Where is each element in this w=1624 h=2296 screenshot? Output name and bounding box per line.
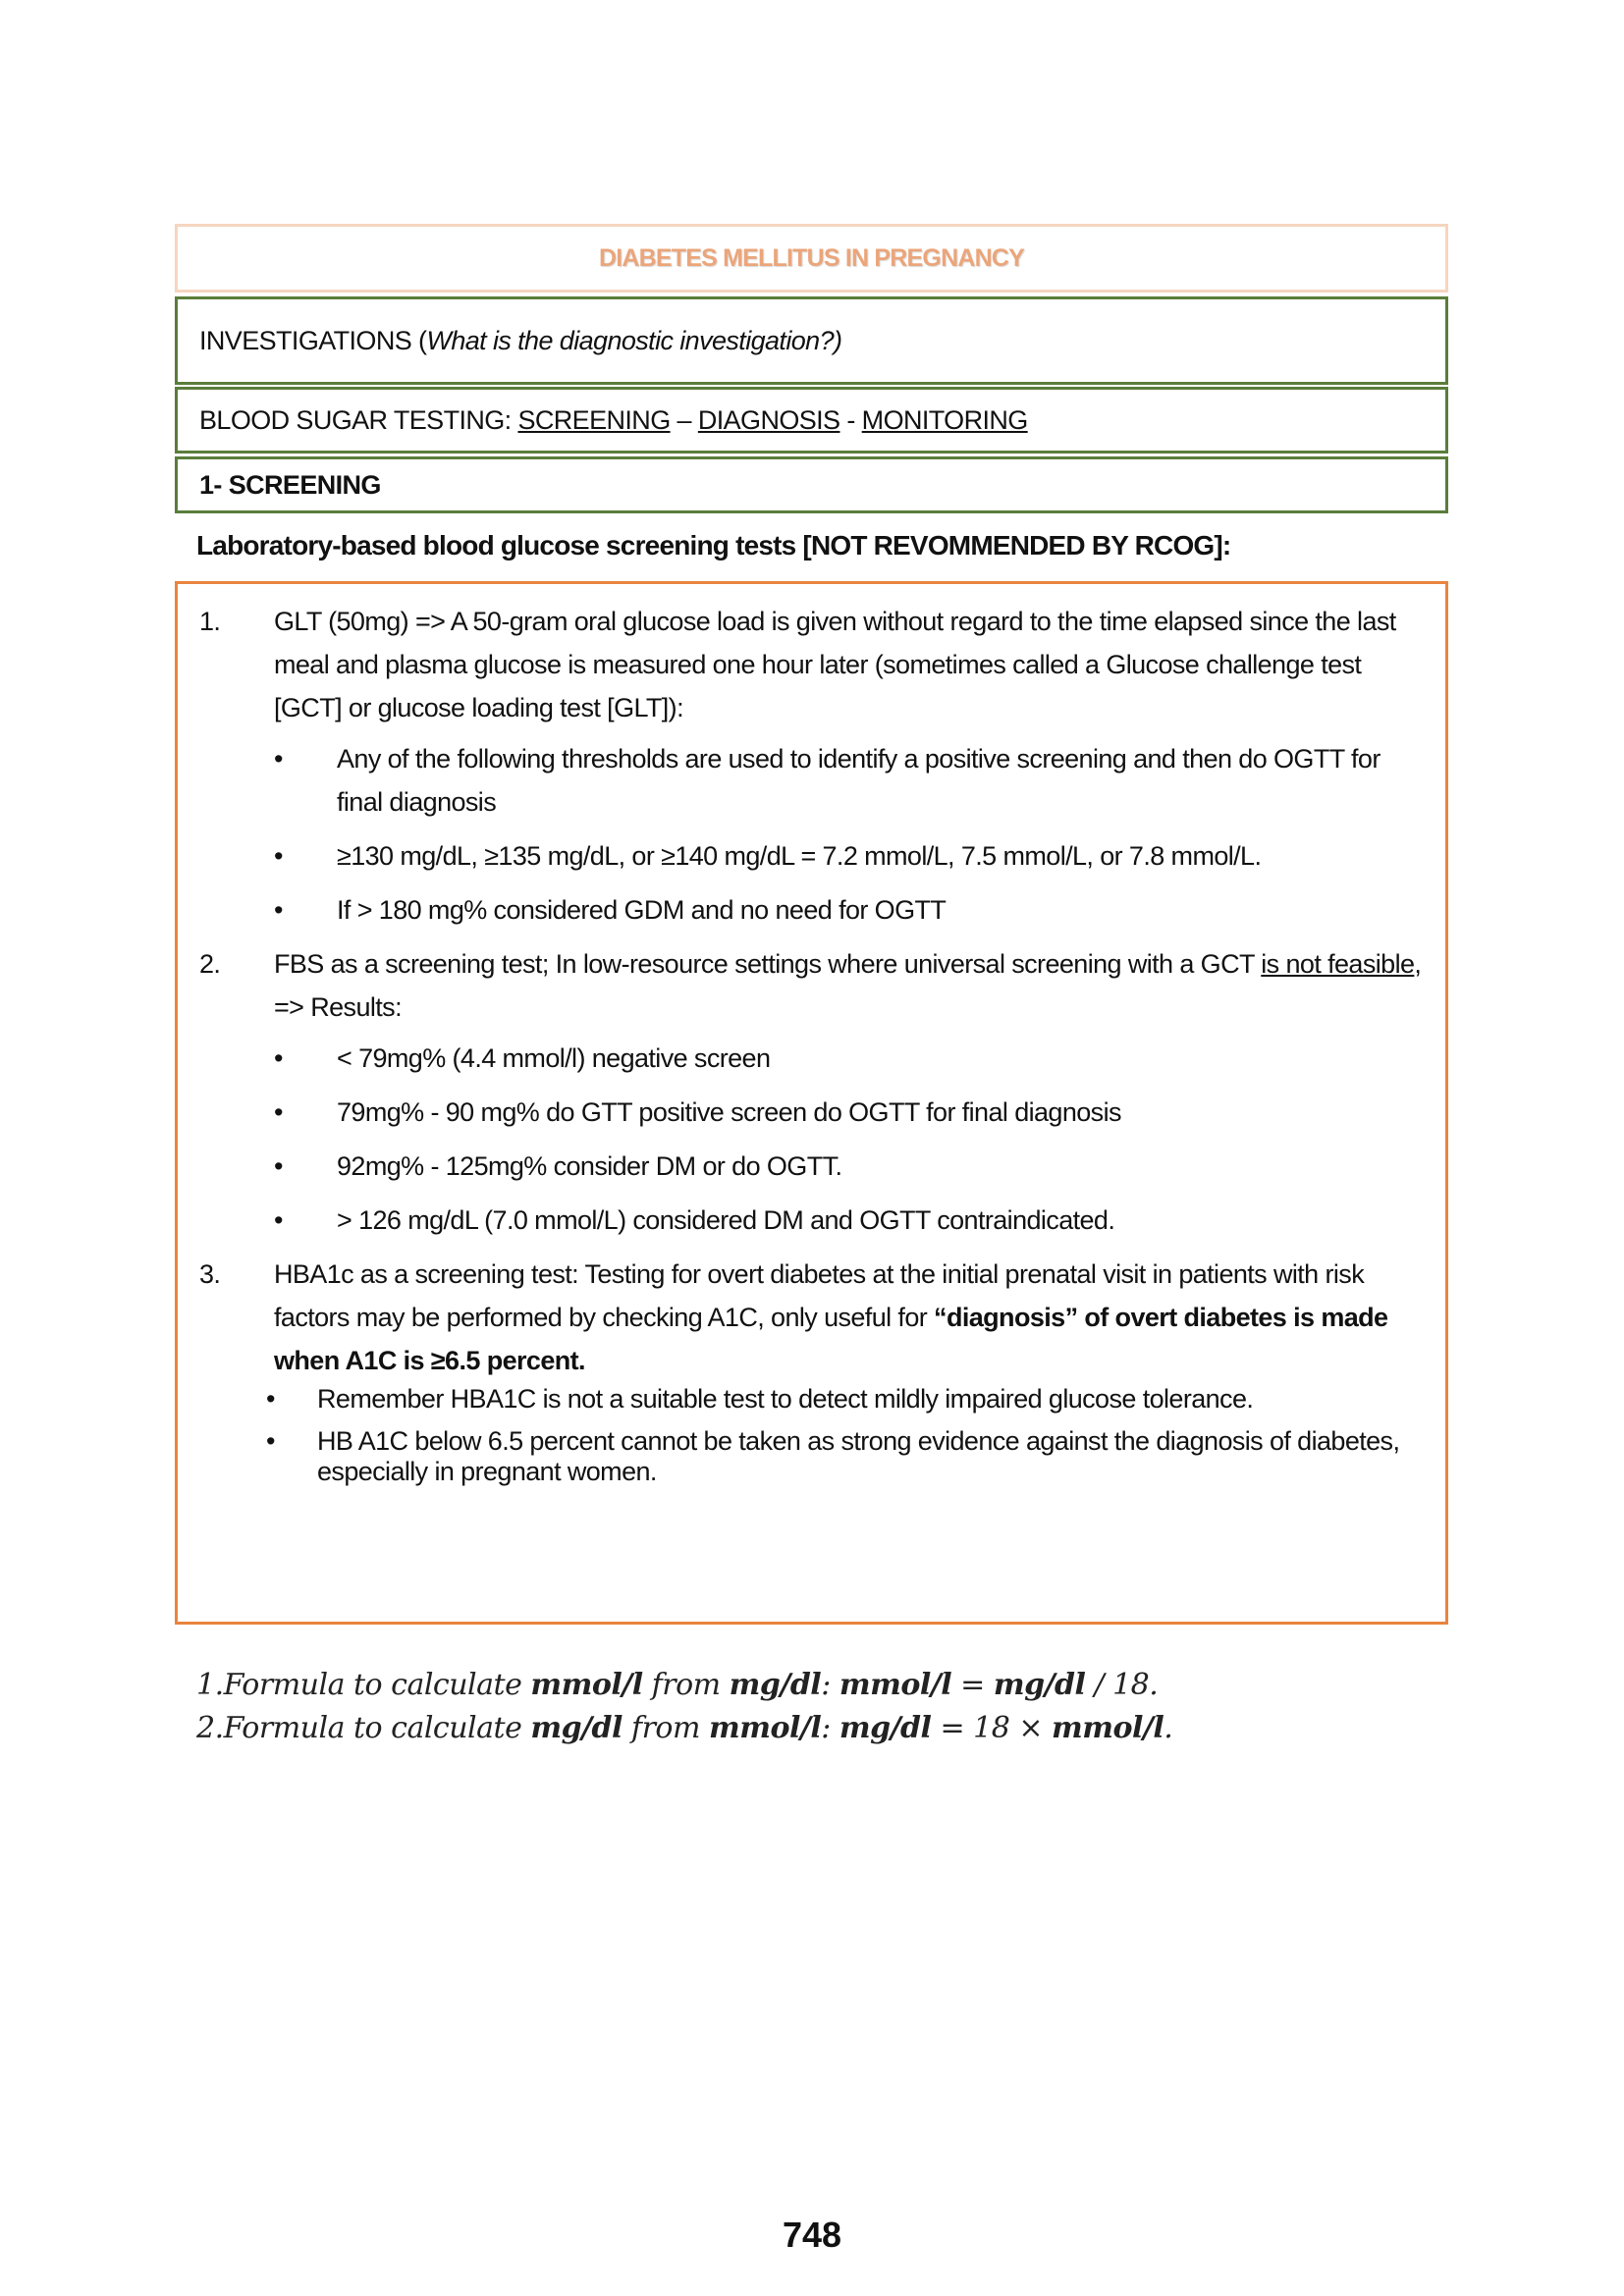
item-text-part: , => Results: xyxy=(274,949,1422,1022)
item-text-part: HBA1c as a screening test: Testing for overt diabetes at the initial prenatal visit in patients with risk factors may be performed by checking A1C, only useful for xyxy=(274,1259,1365,1332)
item-text-bold: “diagnosis” of overt diabetes is made when A1C is ≥6.5 percent. xyxy=(274,1303,1388,1375)
document-title: DIABETES MELLITUS IN PREGNANCY xyxy=(599,243,1024,272)
bullet-list xyxy=(274,1037,1424,1242)
bullet-icon: • xyxy=(266,1426,275,1456)
testing-link-diagnosis[interactable]: DIAGNOSIS xyxy=(697,404,840,435)
bullet-item xyxy=(274,1199,1424,1242)
bullet-text: 79mg% - 90 mg% do GTT positive screen do OGTT for final diagnosis xyxy=(337,1097,1121,1127)
conversion-formulas xyxy=(196,1664,1172,1750)
item-text-part: FBS as a screening test; In low-resource settings where universal screening with a GCT xyxy=(274,949,1262,979)
bullet-list xyxy=(266,1384,1424,1487)
bullet-text: ≥130 mg/dL, ≥135 mg/dL, or ≥140 mg/dL = 7.2 mmol/L, 7.5 mmol/L, or 7.8 mmol/L. xyxy=(337,841,1262,871)
bullet-item xyxy=(274,1091,1424,1134)
bullet-text: Any of the following thresholds are used to identify a positive screening and then do OGTT for final diagnosis xyxy=(337,744,1380,817)
screening-tests-box xyxy=(175,581,1448,1625)
bullet-text: Remember HBA1C is not a suitable test to detect mildly impaired glucose tolerance. xyxy=(317,1384,1254,1414)
bullet-item xyxy=(266,1426,1424,1487)
bullet-icon: • xyxy=(274,744,283,774)
page-number: 748 xyxy=(782,2215,842,2255)
list-item xyxy=(199,1253,1424,1487)
testing-prefix: BLOOD SUGAR TESTING: xyxy=(199,404,518,435)
separator: – xyxy=(670,404,698,435)
item-number: 2. xyxy=(199,949,221,979)
bullet-icon: • xyxy=(274,1043,283,1073)
bullet-icon: • xyxy=(274,895,283,925)
testing-link-screening[interactable]: SCREENING xyxy=(517,404,671,435)
bullet-item xyxy=(274,888,1424,932)
bullet-item xyxy=(274,737,1424,824)
item-text xyxy=(274,942,1424,1029)
bullet-text: > 126 mg/dL (7.0 mmol/L) considered DM and OGTT contraindicated. xyxy=(337,1205,1115,1235)
item-text-underlined: is not feasible xyxy=(1261,949,1415,979)
blood-sugar-testing-box xyxy=(175,387,1448,454)
section-heading: 1- SCREENING xyxy=(199,469,381,500)
bullet-item xyxy=(274,1145,1424,1188)
formula-line: 1.Formula to calculate mmol/l from mg/dl: mmol/l = mg/dl / 18. xyxy=(196,1668,1159,1702)
investigations-label: INVESTIGATIONS ( xyxy=(199,325,427,355)
bullet-icon: • xyxy=(274,1097,283,1127)
list-item xyxy=(199,600,1424,932)
testing-link-monitoring[interactable]: MONITORING xyxy=(861,404,1028,435)
bullet-text: < 79mg% (4.4 mmol/l) negative screen xyxy=(337,1043,771,1073)
separator: - xyxy=(839,404,862,435)
item-text xyxy=(274,1253,1424,1382)
bullet-item xyxy=(266,1384,1424,1415)
bullet-item xyxy=(274,834,1424,878)
subheading: Laboratory-based blood glucose screening tests [NOT REVOMMENDED BY RCOG]: xyxy=(196,530,1231,561)
section-heading-box xyxy=(175,456,1448,513)
bullet-icon: • xyxy=(266,1384,275,1414)
bullet-icon: • xyxy=(274,1205,283,1235)
formula-line: 2.Formula to calculate mg/dl from mmol/l: mg/dl = 18 × mmol/l. xyxy=(196,1711,1173,1745)
title-box xyxy=(175,224,1448,293)
bullet-item xyxy=(274,1037,1424,1080)
investigations-box xyxy=(175,296,1448,385)
item-text: GLT (50mg) => A 50-gram oral glucose load is given without regard to the time elapsed since the last meal and plasma glucose is measured one hour later (sometimes called a Glucose challenge test [GCT] or glucose loading test [GLT]): xyxy=(274,607,1396,722)
bullet-text: HB A1C below 6.5 percent cannot be taken as strong evidence against the diagnosis of diabetes, especially in pregnant women. xyxy=(317,1426,1400,1486)
bullet-text: 92mg% - 125mg% consider DM or do OGTT. xyxy=(337,1151,842,1181)
investigations-question: What is the diagnostic investigation?) xyxy=(426,325,842,355)
item-number: 3. xyxy=(199,1259,221,1289)
bullet-icon: • xyxy=(274,841,283,871)
item-number: 1. xyxy=(199,607,221,636)
list-item xyxy=(199,942,1424,1242)
bullet-icon: • xyxy=(274,1151,283,1181)
bullet-text: If > 180 mg% considered GDM and no need for OGTT xyxy=(337,895,947,925)
bullet-list xyxy=(274,737,1424,932)
